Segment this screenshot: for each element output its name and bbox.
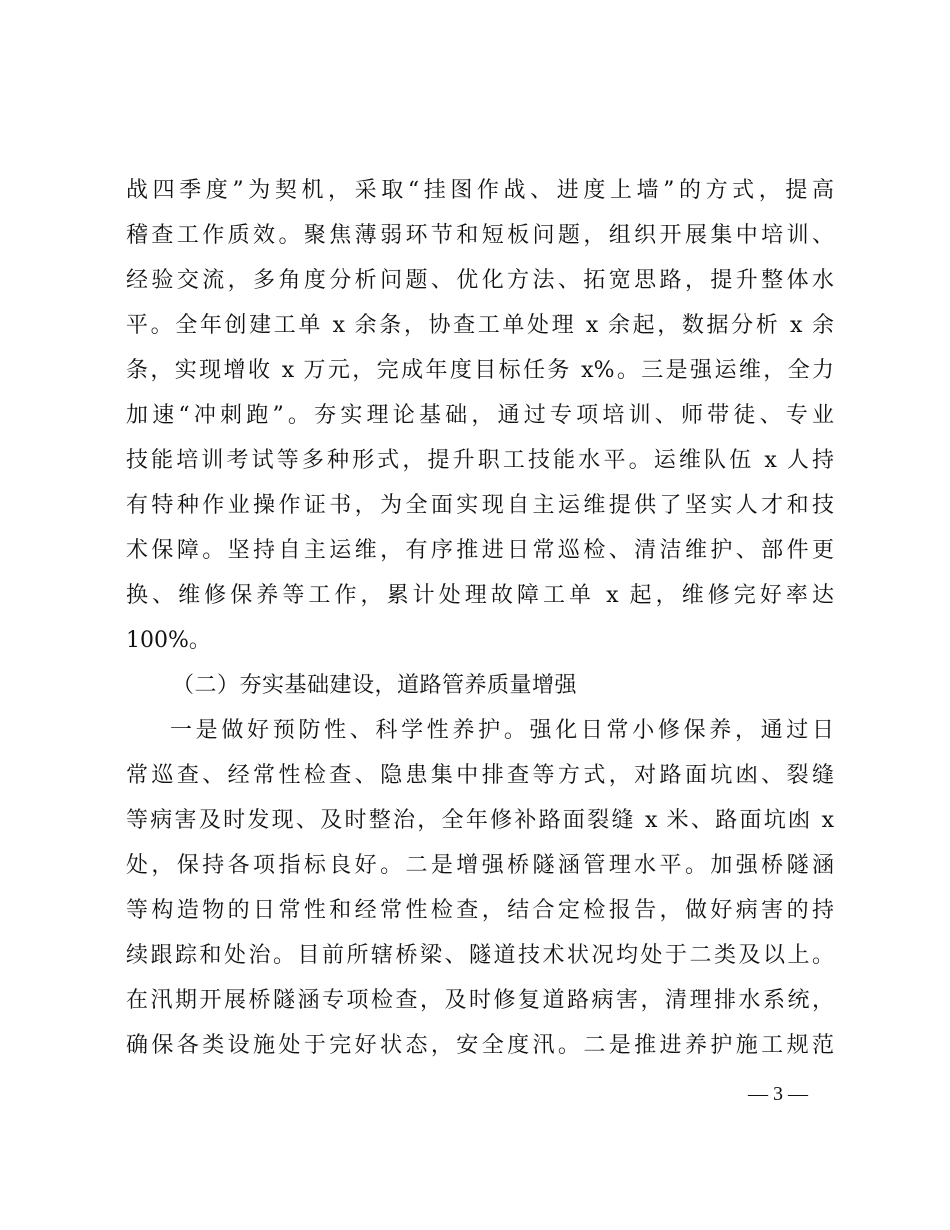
body-text-line: 稽查工作质效。聚焦薄弱环节和短板问题，组织开展集中培训、	[126, 223, 834, 248]
body-text-line: 加速“冲刺跑”。夯实理论基础，通过专项培训、师带徒、专业	[126, 403, 834, 428]
body-text-line: 换、维修保养等工作，累计处理故障工单 x 起，维修完好率达	[126, 583, 834, 608]
body-text-line: 平。全年创建工单 x 余条，协查工单处理 x 余起，数据分析 x 余	[126, 313, 834, 338]
body-text-line: 有特种作业操作证书，为全面实现自主运维提供了坚实人才和技	[126, 493, 834, 518]
paragraph-first-line: 一是做好预防性、科学性养护。强化日常小修保养，通过日	[170, 718, 834, 743]
body-text-line: 等病害及时发现、及时整治，全年修补路面裂缝 x 米、路面坑凼 x	[126, 808, 834, 833]
body-text-line: 术保障。坚持自主运维，有序推进日常巡检、清洁维护、部件更	[126, 538, 834, 563]
body-text-line: 续跟踪和处治。目前所辖桥梁、隧道技术状况均处于二类及以上。	[126, 943, 834, 968]
body-text-line: 处，保持各项指标良好。二是增强桥隧涵管理水平。加强桥隧涵	[126, 853, 834, 878]
body-text-line: 战四季度”为契机，采取“挂图作战、进度上墙”的方式，提高	[126, 178, 834, 203]
page-number: — 3 —	[748, 1083, 808, 1105]
body-text-line: 100%。	[126, 628, 211, 653]
body-text-line: 条，实现增收 x 万元，完成年度目标任务 x%。三是强运维，全力	[126, 358, 834, 383]
body-text-line: 在汛期开展桥隧涵专项检查，及时修复道路病害，清理排水系统，	[126, 988, 834, 1013]
section-heading: （二）夯实基础建设，道路管养质量增强	[172, 673, 578, 698]
body-text-line: 经验交流，多角度分析问题、优化方法、拓宽思路，提升整体水	[126, 268, 834, 293]
body-text-line: 等构造物的日常性和经常性检查，结合定检报告，做好病害的持	[126, 898, 834, 923]
body-text-line: 常巡查、经常性检查、隐患集中排查等方式，对路面坑凼、裂缝	[126, 763, 834, 788]
body-text-line: 技能培训考试等多种形式，提升职工技能水平。运维队伍 x 人持	[126, 448, 834, 473]
body-text-line: 确保各类设施处于完好状态，安全度汛。二是推进养护施工规范	[126, 1033, 834, 1058]
